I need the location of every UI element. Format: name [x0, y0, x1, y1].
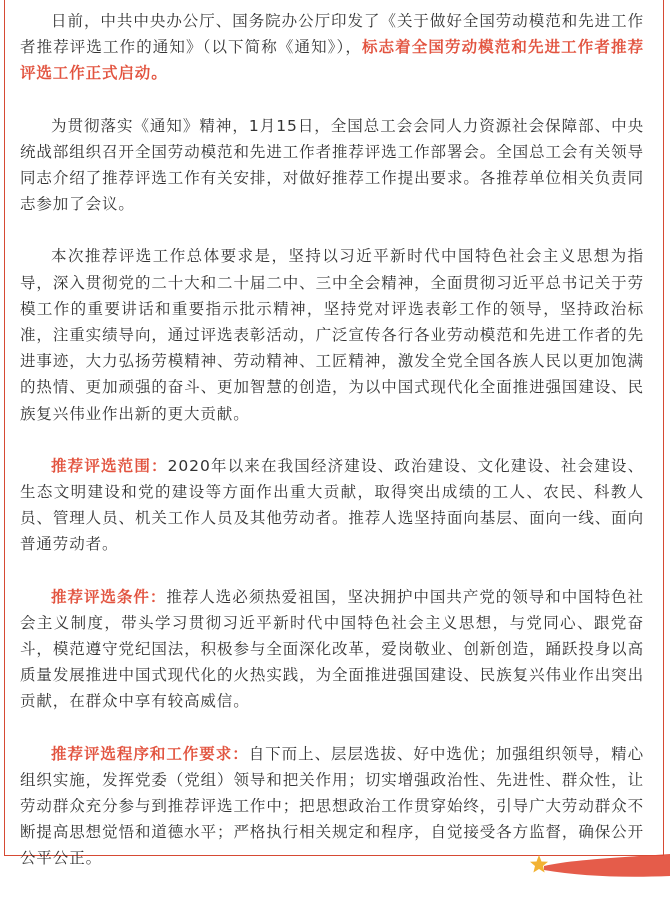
intro-highlight: 标志着全国劳动模范和先进工作者推荐评选工作正式启动。	[20, 38, 644, 83]
paragraph-meeting	[20, 113, 644, 218]
procedure-label: 推荐评选程序和工作要求：	[51, 744, 249, 763]
star-ribbon-icon	[530, 852, 670, 880]
paragraph-scope	[20, 453, 644, 558]
paragraph-requirements	[20, 243, 644, 426]
procedure-text: 自下而上、层层选拔、好中选优；加强组织领导，精心组织实施，发挥党委（党组）领导和把关作用；切实增强政治性、先进性、群众性，让劳动群众充分参与到推荐评选工作中；把思想政治工作贯穿始终，引导广大劳动群众不断提高思想觉悟和道德水平；严格执行相关规定和程序，自觉接受各方监督，确保公开公平公正。	[20, 744, 644, 868]
scope-label: 推荐评选范围：	[51, 456, 168, 475]
conditions-label: 推荐评选条件：	[51, 587, 167, 606]
scope-text: 2020年以来在我国经济建设、政治建设、文化建设、社会建设、生态文明建设和党的建设等方面作出重大贡献，取得突出成绩的工人、农民、科教人员、管理人员、机关工作人员及其他劳动者。推荐人选坚持面向基层、面向一线、面向普通劳动者。	[20, 456, 644, 554]
paragraph-intro	[20, 8, 644, 87]
meeting-text: 为贯彻落实《通知》精神，1月15日，全国总工会会同人力资源社会保障部、中央统战部组织召开全国劳动模范和先进工作者推荐评选工作部署会。全国总工会有关领导同志介绍了推荐评选工作有关安排，对做好推荐工作提出要求。各推荐单位相关负责同志参加了会议。	[20, 116, 644, 214]
requirements-text: 本次推荐评选工作总体要求是，坚持以习近平新时代中国特色社会主义思想为指导，深入贯彻党的二十大和二十届二中、三中全会精神，全面贯彻习近平总书记关于劳模工作的重要讲话和重要指示批示精神，坚持党对评选表彰工作的领导，坚持政治标准，注重实绩导向，通过评选表彰活动，广泛宣传各行各业劳动模范和先进工作者的先进事迹，大力弘扬劳模精神、劳动精神、工匠精神，激发全党全国各族人民以更加饱满的热情、更加顽强的奋斗、更加智慧的创造，为以中国式现代化全面推进强国建设、民族复兴伟业作出新的更大贡献。	[20, 247, 644, 423]
article-body	[20, 8, 644, 898]
paragraph-conditions	[20, 584, 644, 715]
ribbon-shape	[544, 854, 670, 877]
intro-text: 日前，中共中央办公厅、国务院办公厅印发了《关于做好全国劳动模范和先进工作者推荐评选工作的通知》（以下简称《通知》），	[20, 12, 644, 57]
conditions-text: 推荐人选必须热爱祖国，坚决拥护中国共产党的领导和中国特色社会主义制度，带头学习贯彻习近平新时代中国特色社会主义思想，与党同心、跟党奋斗，模范遵守党纪国法，积极参与全面深化改革，爱岗敬业、创新创造，踊跃投身以高质量发展推进中国式现代化的火热实践，为全面推进强国建设、民族复兴伟业作出突出贡献，在群众中享有较高威信。	[20, 587, 644, 711]
